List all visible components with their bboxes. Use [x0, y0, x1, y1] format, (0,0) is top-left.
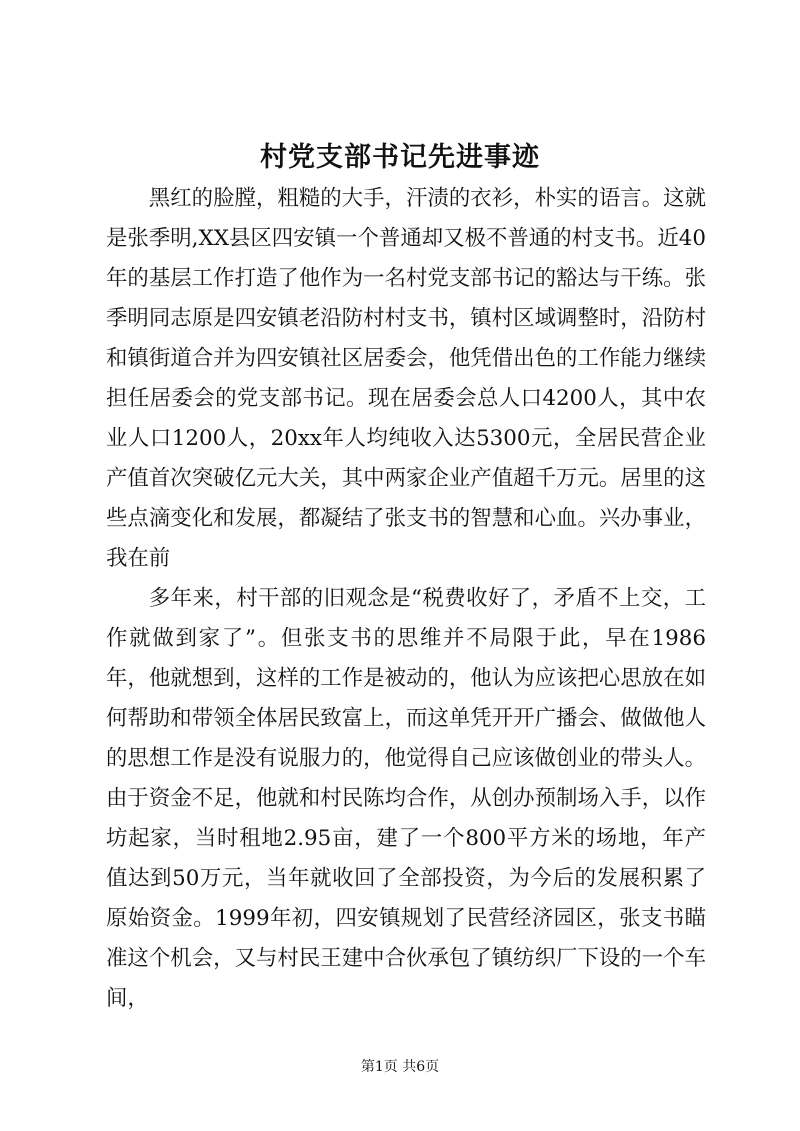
document-title: 村党支部书记先进事迹: [260, 142, 540, 173]
page-footer: 第1页 共6页: [360, 1059, 440, 1075]
paragraph-2: 多年来，村干部的旧观念是“税费收好了，矛盾不上交，工作就做到家了”。但张支书的思维并不局限于此，早在1986年，他就想到，这样的工作是被动的，他认为应该把心思放在如何帮助和带领全体居民致富上，而这单凭开开广播会、做做他人的思想工作是没有说服力的，他觉得自己应该做创业的带头人。由于资金不足，他就和村民陈均合作，从创办预制场入手，以作坊起家，当时租地2.95亩，建了一个800平方米的场地，年产值达到50万元，当年就收回了全部投资，为今后的发展积累了原始资金。1999年初，四安镇规划了民营经济园区，张支书瞄准这个机会，又与村民王建中合伙承包了镇纺织厂下设的一个车间，: [106, 586, 706, 1011]
document-body: [106, 179, 706, 1019]
paragraph-1: 黑红的脸膛，粗糙的大手，汗渍的衣衫，朴实的语言。这就是张季明,XX县区四安镇一个普通却又极不普通的村支书。近40年的基层工作打造了他作为一名村党支部书记的豁达与干练。张季明同志原是四安镇老沿防村村支书，镇村区域调整时，沿防村和镇街道合并为四安镇社区居委会，他凭借出色的工作能力继续担任居委会的党支部书记。现在居委会总人口4200人，其中农业人口1200人，20xx年人均纯收入达5300元，全居民营企业产值首次突破亿元大关，其中两家企业产值超千万元。居里的这些点滴变化和发展，都凝结了张支书的智慧和心血。兴办事业，我在前: [106, 186, 706, 571]
